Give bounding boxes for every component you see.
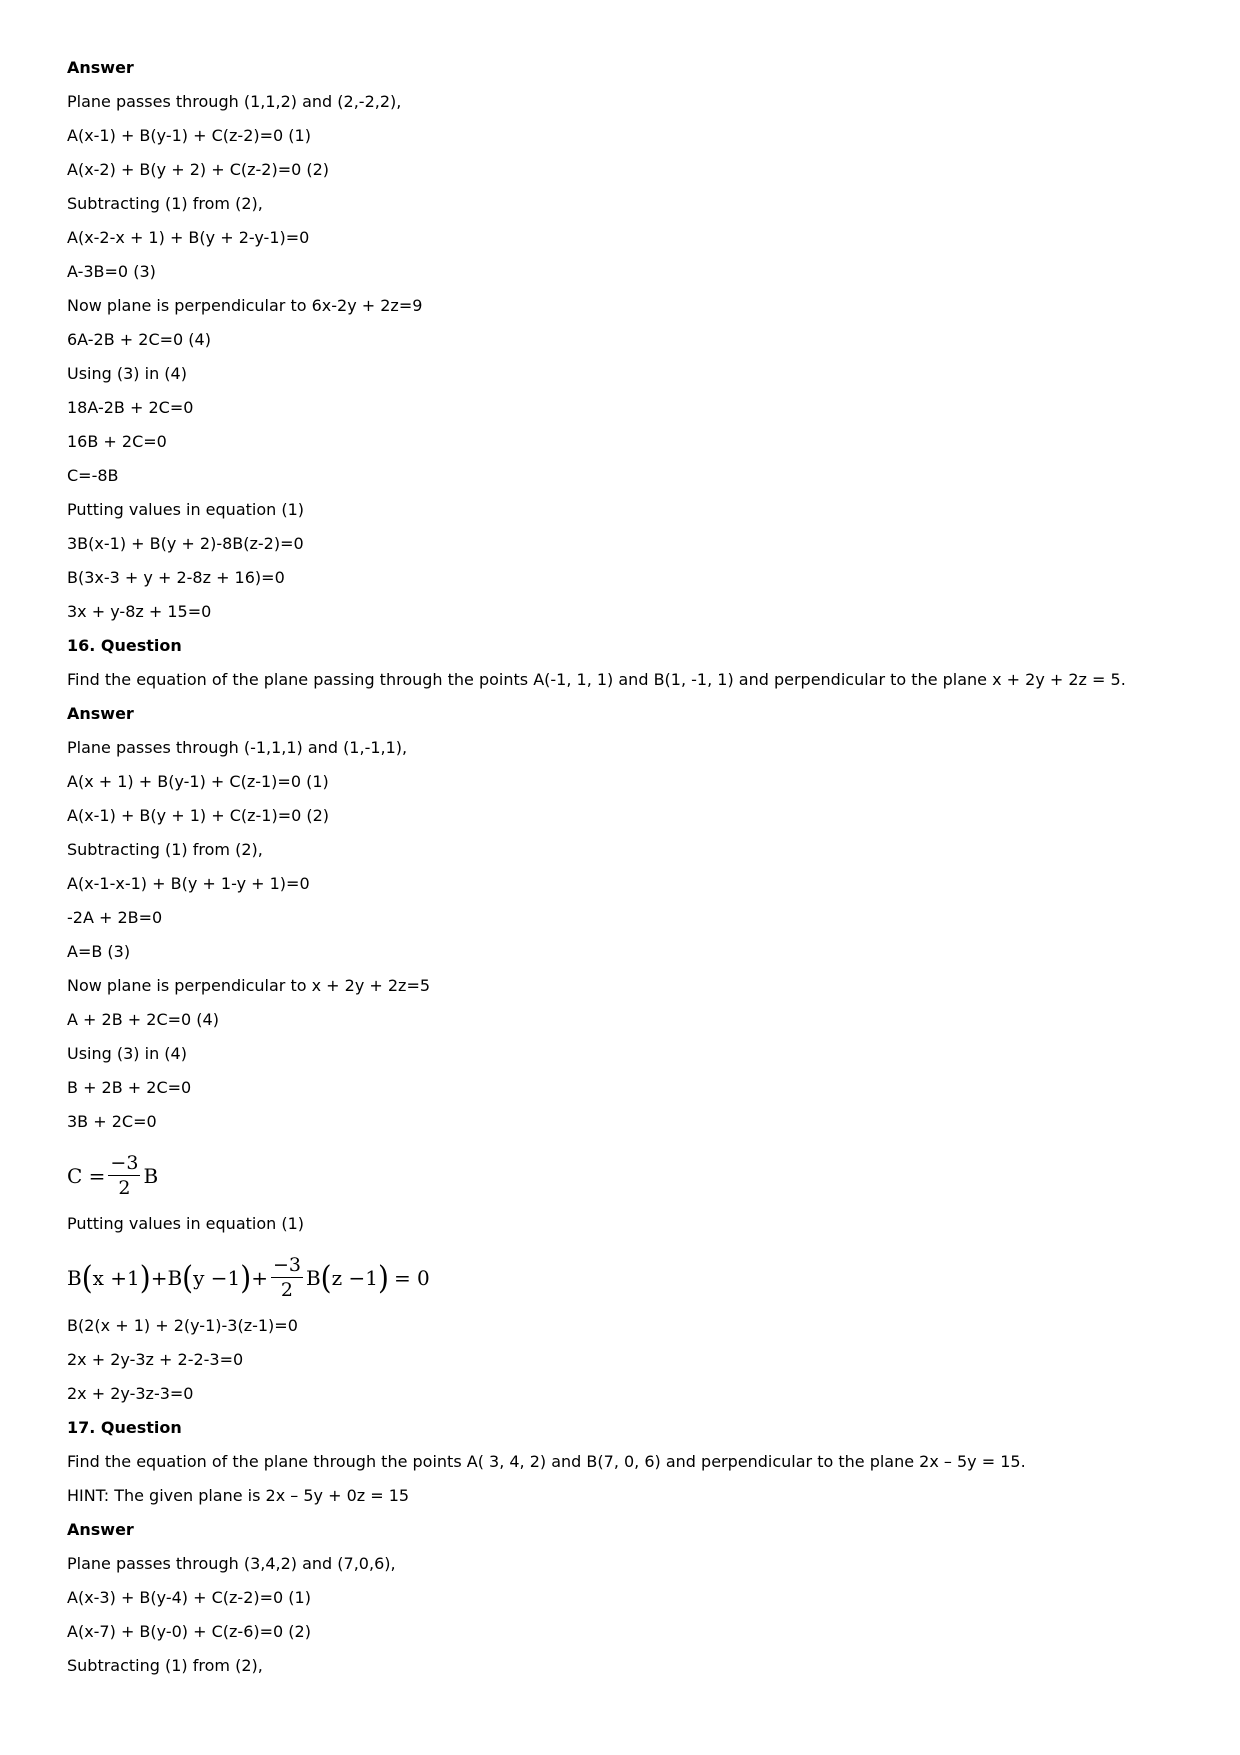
- fraction-numerator: −3: [110, 1152, 139, 1174]
- equation-term: = 0: [393, 1265, 430, 1290]
- text-line: 6A-2B + 2C=0 (4): [67, 330, 211, 349]
- hint-text: HINT: The given plane is 2x – 5y + 0z = 15: [67, 1486, 410, 1505]
- fraction: [271, 1254, 303, 1301]
- answer-heading: Answer: [67, 704, 134, 723]
- text-line: B + 2B + 2C=0: [67, 1078, 192, 1097]
- text-line: A(x-1) + B(y + 1) + C(z-1)=0 (2): [67, 806, 330, 825]
- text-line: Putting values in equation (1): [67, 1214, 305, 1233]
- equation-term: z −1: [331, 1265, 378, 1290]
- text-line: C=-8B: [67, 466, 119, 485]
- question-heading: 16. Question: [67, 636, 182, 655]
- text-line: A(x-7) + B(y-0) + C(z-6)=0 (2): [67, 1622, 311, 1641]
- equation-rhs: B: [143, 1163, 159, 1188]
- answer-heading: Answer: [67, 58, 134, 77]
- equation-lhs: C =: [67, 1163, 106, 1188]
- text-line: 2x + 2y-3z + 2-2-3=0: [67, 1350, 244, 1369]
- text-line: A(x-2-x + 1) + B(y + 2-y-1)=0: [67, 228, 310, 247]
- text-line: 18A-2B + 2C=0: [67, 398, 194, 417]
- equation-term: B: [305, 1265, 321, 1290]
- text-line: Subtracting (1) from (2),: [67, 1656, 263, 1675]
- text-line: A + 2B + 2C=0 (4): [67, 1010, 219, 1029]
- text-line: B(2(x + 1) + 2(y-1)-3(z-1)=0: [67, 1316, 298, 1335]
- text-line: 3B + 2C=0: [67, 1112, 157, 1131]
- text-line: Plane passes through (1,1,2) and (2,-2,2),: [67, 92, 402, 111]
- text-line: Plane passes through (3,4,2) and (7,0,6),: [67, 1554, 396, 1573]
- text-line: Now plane is perpendicular to x + 2y + 2z=5: [67, 976, 431, 995]
- equation-term: B: [67, 1265, 82, 1290]
- equation-term: +: [251, 1265, 268, 1290]
- text-line: A(x-2) + B(y + 2) + C(z-2)=0 (2): [67, 160, 330, 179]
- fraction-denominator: 2: [280, 1279, 293, 1301]
- text-line: Subtracting (1) from (2),: [67, 840, 263, 859]
- equation-c-value: [67, 1152, 158, 1199]
- text-line: A(x-1-x-1) + B(y + 1-y + 1)=0: [67, 874, 310, 893]
- text-line: Subtracting (1) from (2),: [67, 194, 263, 213]
- question-text: Find the equation of the plane passing through the points A(-1, 1, 1) and B(1, -1, 1) and perpendicular to the plane x + 2y + 2z = 5.: [67, 670, 1126, 689]
- equation-substitution: B ( x +1 ) +B ( y −1 ) + $\frac{-3}{2}$ B ( z −1 ) = 0: [67, 1254, 430, 1301]
- text-line: A(x-1) + B(y-1) + C(z-2)=0 (1): [67, 126, 311, 145]
- text-line: B(3x-3 + y + 2-8z + 16)=0: [67, 568, 285, 587]
- text-line: 16B + 2C=0: [67, 432, 167, 451]
- text-line: A(x + 1) + B(y-1) + C(z-1)=0 (1): [67, 772, 329, 791]
- text-line: 2x + 2y-3z-3=0: [67, 1384, 194, 1403]
- text-line: Putting values in equation (1): [67, 500, 305, 519]
- question-text: Find the equation of the plane through the points A( 3, 4, 2) and B(7, 0, 6) and perpendicular to the plane 2x – 5y = 15.: [67, 1452, 1026, 1471]
- fraction: [108, 1152, 140, 1199]
- fraction-denominator: 2: [118, 1177, 131, 1199]
- text-line: -2A + 2B=0: [67, 908, 163, 927]
- text-line: A=B (3): [67, 942, 131, 961]
- fraction-numerator: −3: [272, 1254, 301, 1276]
- equation-term: x +1: [92, 1265, 140, 1290]
- text-line: Using (3) in (4): [67, 364, 187, 383]
- equation-term: +B: [150, 1265, 183, 1290]
- text-line: 3B(x-1) + B(y + 2)-8B(z-2)=0: [67, 534, 304, 553]
- answer-heading: Answer: [67, 1520, 134, 1539]
- text-line: A-3B=0 (3): [67, 262, 156, 281]
- question-heading: 17. Question: [67, 1418, 182, 1437]
- text-line: A(x-3) + B(y-4) + C(z-2)=0 (1): [67, 1588, 311, 1607]
- text-line: Using (3) in (4): [67, 1044, 187, 1063]
- text-line: Now plane is perpendicular to 6x-2y + 2z=9: [67, 296, 423, 315]
- text-line: 3x + y-8z + 15=0: [67, 602, 212, 621]
- text-line: Plane passes through (-1,1,1) and (1,-1,1),: [67, 738, 408, 757]
- equation-term: y −1: [193, 1265, 241, 1290]
